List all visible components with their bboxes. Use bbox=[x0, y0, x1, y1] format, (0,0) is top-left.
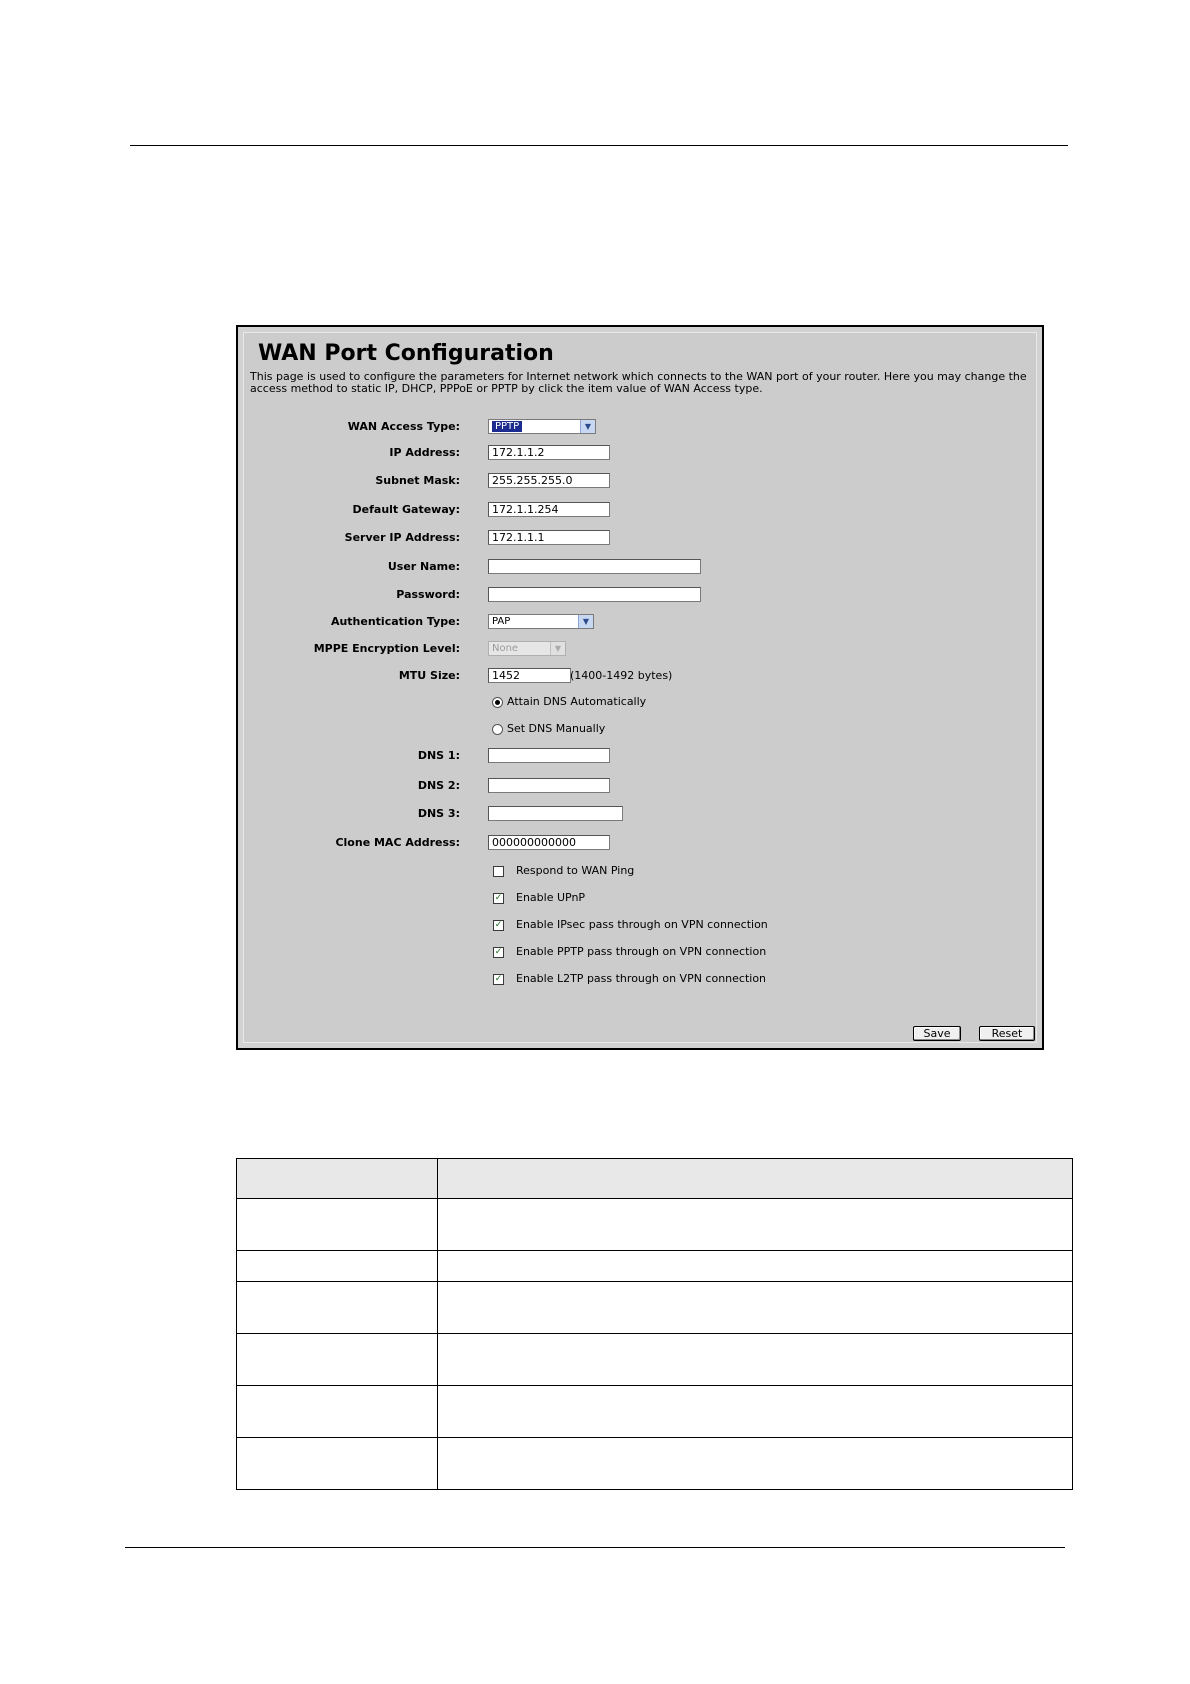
wan-config-panel bbox=[243, 332, 1037, 1043]
dns3-label: DNS 3: bbox=[417, 807, 460, 820]
table-cell bbox=[438, 1199, 1073, 1251]
mtu-input[interactable]: 1452 bbox=[488, 668, 571, 683]
chevron-down-icon: ▼ bbox=[580, 420, 595, 433]
table-row bbox=[237, 1334, 1073, 1386]
ip-address-input[interactable]: 172.1.1.2 bbox=[488, 445, 610, 460]
user-name-input[interactable] bbox=[488, 559, 701, 574]
table-cell bbox=[438, 1282, 1073, 1334]
dns1-label: DNS 1: bbox=[417, 749, 460, 762]
chevron-down-icon: ▼ bbox=[550, 642, 565, 655]
page-description: This page is used to configure the parameters for Internet network which connects to the WAN port of your router. Here you may change the access method to static IP, DHCP, PPPoE or PPTP by click the item value of WAN Access type. bbox=[250, 370, 1027, 395]
table-cell bbox=[237, 1438, 438, 1490]
mppe-level-value: None bbox=[492, 643, 519, 654]
subnet-mask-input[interactable]: 255.255.255.0 bbox=[488, 473, 610, 488]
wan-access-type-select[interactable] bbox=[488, 419, 596, 434]
enable-pptp-label: Enable PPTP pass through on VPN connection bbox=[516, 945, 767, 958]
table-cell bbox=[438, 1386, 1073, 1438]
reset-button[interactable]: Reset bbox=[979, 1026, 1035, 1041]
enable-upnp-checkbox[interactable]: ✓ bbox=[494, 893, 503, 903]
dns2-label: DNS 2: bbox=[417, 779, 460, 792]
table-row bbox=[237, 1386, 1073, 1438]
clone-mac-label: Clone MAC Address: bbox=[335, 836, 460, 849]
enable-ipsec-label: Enable IPsec pass through on VPN connection bbox=[516, 918, 768, 931]
auth-type-value: PAP bbox=[492, 616, 511, 627]
table-cell bbox=[237, 1334, 438, 1386]
table-cell bbox=[438, 1334, 1073, 1386]
table-cell bbox=[237, 1282, 438, 1334]
mppe-level-select bbox=[488, 641, 566, 656]
ip-address-label: IP Address: bbox=[389, 446, 460, 459]
enable-upnp-label: Enable UPnP bbox=[516, 891, 586, 904]
mppe-level-label: MPPE Encryption Level: bbox=[313, 642, 460, 655]
clone-mac-input[interactable]: 000000000000 bbox=[488, 835, 610, 850]
server-ip-input[interactable]: 172.1.1.1 bbox=[488, 530, 610, 545]
table-header-row bbox=[237, 1159, 1073, 1199]
default-gateway-input[interactable]: 172.1.1.254 bbox=[488, 502, 610, 517]
table-row bbox=[237, 1282, 1073, 1334]
dns-manual-radio[interactable] bbox=[492, 724, 503, 735]
dns3-input[interactable] bbox=[488, 806, 623, 821]
wan-config-screenshot bbox=[236, 325, 1044, 1050]
table-row bbox=[237, 1438, 1073, 1490]
default-gateway-label: Default Gateway: bbox=[352, 503, 460, 516]
dns1-input[interactable] bbox=[488, 748, 610, 763]
table-cell bbox=[237, 1251, 438, 1282]
password-label: Password: bbox=[396, 588, 460, 601]
dns-manual-label: Set DNS Manually bbox=[507, 722, 606, 735]
wan-access-type-label: WAN Access Type: bbox=[347, 420, 460, 433]
chevron-down-icon: ▼ bbox=[578, 615, 593, 628]
user-name-label: User Name: bbox=[387, 560, 460, 573]
auth-type-label: Authentication Type: bbox=[330, 615, 460, 628]
wan-access-type-value: PPTP bbox=[492, 421, 522, 432]
respond-wan-ping-label: Respond to WAN Ping bbox=[516, 864, 635, 877]
save-button[interactable]: Save bbox=[913, 1026, 961, 1041]
dns-auto-label: Attain DNS Automatically bbox=[507, 695, 647, 708]
subnet-mask-label: Subnet Mask: bbox=[375, 474, 460, 487]
table-header-cell bbox=[237, 1159, 438, 1199]
enable-pptp-checkbox[interactable]: ✓ bbox=[494, 947, 503, 957]
table-row bbox=[237, 1251, 1073, 1282]
header-rule bbox=[130, 145, 1068, 146]
dns2-input[interactable] bbox=[488, 778, 610, 793]
table-row bbox=[237, 1199, 1073, 1251]
mtu-label: MTU Size: bbox=[398, 669, 460, 682]
respond-wan-ping-checkbox[interactable] bbox=[493, 866, 504, 877]
table-header-cell bbox=[438, 1159, 1073, 1199]
page-title: WAN Port Configuration bbox=[258, 341, 554, 366]
mtu-unit: (1400-1492 bytes) bbox=[570, 669, 673, 682]
table-cell bbox=[237, 1199, 438, 1251]
enable-l2tp-checkbox[interactable]: ✓ bbox=[494, 974, 503, 984]
table-cell bbox=[438, 1251, 1073, 1282]
table-cell bbox=[237, 1386, 438, 1438]
enable-l2tp-label: Enable L2TP pass through on VPN connection bbox=[516, 972, 767, 985]
server-ip-label: Server IP Address: bbox=[344, 531, 460, 544]
table-cell bbox=[438, 1438, 1073, 1490]
enable-ipsec-checkbox[interactable]: ✓ bbox=[494, 920, 503, 930]
password-input[interactable] bbox=[488, 587, 701, 602]
dns-auto-radio[interactable] bbox=[492, 697, 503, 708]
footer-rule bbox=[125, 1547, 1065, 1548]
description-table bbox=[236, 1158, 1073, 1490]
auth-type-select[interactable] bbox=[488, 614, 594, 629]
